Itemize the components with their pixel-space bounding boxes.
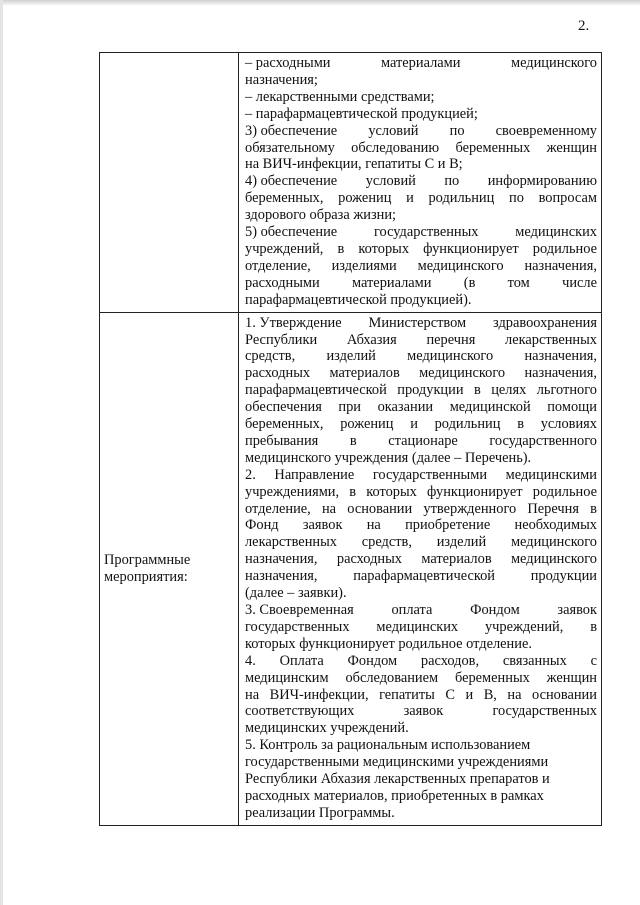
word: государственными — [372, 466, 488, 483]
word: медицинским — [245, 669, 329, 686]
table-row-provisions — [100, 53, 602, 313]
word: в — [590, 618, 597, 635]
text-line — [245, 55, 597, 72]
text-line — [245, 703, 597, 720]
word: Абхазия — [346, 331, 397, 348]
text-line — [245, 258, 597, 275]
word: Республики — [245, 331, 318, 348]
text-line: государственными медицинскими учреждениями — [245, 754, 549, 771]
text-line: парафармацевтической продукцией). — [245, 291, 472, 308]
word: государственных — [373, 224, 479, 241]
word: на — [507, 686, 522, 703]
word: и — [410, 416, 418, 433]
word: изделий — [436, 534, 487, 551]
word: перечня — [426, 331, 476, 348]
word: – расходными — [245, 55, 331, 71]
word: беременных — [455, 139, 531, 156]
word: материалов — [421, 551, 492, 568]
text-line — [245, 501, 597, 518]
word: женщин — [546, 669, 597, 686]
text-line — [245, 433, 597, 450]
word: (в — [463, 274, 476, 291]
word: по — [509, 190, 524, 207]
word: в — [349, 432, 357, 449]
text-line — [245, 551, 597, 568]
word: в — [349, 483, 357, 500]
program-activities-label — [104, 552, 238, 586]
text-line — [245, 484, 597, 501]
word: обязательному — [245, 139, 335, 156]
text-line — [245, 416, 597, 433]
word: Министерством — [368, 314, 467, 331]
word: медицинскими — [505, 466, 597, 483]
text-line — [245, 534, 597, 551]
word: связанных — [502, 652, 567, 669]
word: функционирует — [423, 240, 519, 257]
word: назначения, — [524, 348, 597, 365]
word: Оплата — [279, 652, 324, 669]
word: лекарственных — [505, 331, 597, 348]
page-number: 2. — [578, 18, 590, 34]
word: медицинской — [449, 399, 531, 416]
word: необходимых — [514, 517, 597, 534]
word: беременных, — [245, 416, 324, 433]
word: заявок — [302, 517, 343, 534]
word: целях — [491, 382, 527, 399]
text-line: (далее – заявки). — [245, 585, 347, 602]
word: 3. Своевременная — [245, 602, 354, 618]
word: С — [445, 686, 455, 703]
word: условий — [365, 173, 416, 190]
word: оказании — [377, 399, 434, 416]
text-line — [245, 653, 597, 670]
program-activities-text — [245, 315, 597, 822]
word: заявок — [557, 602, 597, 618]
word: вопросам — [538, 190, 597, 207]
word: стационаре — [388, 432, 458, 449]
word: В, — [483, 686, 497, 703]
text-line — [245, 140, 597, 157]
word: родильное — [532, 240, 597, 257]
word: женщин — [546, 139, 597, 156]
text-line — [245, 517, 597, 534]
word: Фонд — [245, 517, 279, 534]
program-table — [99, 52, 602, 826]
word: продукции — [530, 568, 597, 585]
word: учреждениями, — [245, 483, 340, 500]
word: своевременному — [495, 122, 597, 139]
word: льготного — [536, 382, 597, 399]
word: Фондом — [347, 652, 398, 669]
row1-content-cell — [239, 53, 602, 313]
word: родильниц — [434, 416, 501, 433]
word: в — [337, 240, 345, 257]
word: обследованием — [345, 669, 439, 686]
word: на — [366, 517, 381, 534]
text-line: назначения; — [245, 71, 318, 88]
word: 4) обеспечение — [245, 173, 338, 190]
word: 4. — [245, 652, 256, 669]
word: Перечня — [527, 500, 579, 517]
table-row-program-activities — [100, 312, 602, 825]
word: приобретение — [405, 517, 491, 534]
word: материалов — [329, 365, 400, 382]
word: числе — [562, 274, 597, 291]
text-line — [245, 241, 597, 258]
word: 5) обеспечение — [245, 224, 338, 241]
row2-label-cell — [100, 312, 239, 825]
word: рожениц — [340, 416, 394, 433]
text-line: которых функционирует родильное отделение. — [245, 635, 532, 652]
word: беременных — [454, 669, 530, 686]
word: государственных — [492, 703, 597, 720]
row1-text — [245, 55, 597, 309]
word: на — [245, 686, 260, 703]
word: медицинского — [419, 365, 506, 382]
word: условий — [368, 122, 419, 139]
text-line — [245, 602, 597, 619]
word: и — [465, 686, 474, 703]
word: Направление — [274, 466, 355, 483]
word: медицинского — [407, 348, 494, 365]
word: которых — [358, 240, 410, 257]
word: в — [590, 500, 597, 517]
word: рожениц — [338, 190, 392, 207]
text-line — [245, 467, 597, 484]
scan-edge-top — [0, 0, 640, 6]
text-line — [245, 619, 597, 636]
text-line — [245, 332, 597, 349]
word: расходных — [245, 365, 311, 382]
text-line — [245, 315, 597, 332]
word: учреждений, — [484, 618, 564, 635]
text-line — [245, 190, 597, 207]
word: Фондом — [470, 602, 520, 618]
word: государственных — [245, 618, 350, 635]
label-line: мероприятия: — [104, 568, 188, 585]
word: расходных — [336, 551, 402, 568]
word: медицинского — [510, 551, 597, 568]
word: 3) обеспечение — [245, 122, 338, 139]
text-line: реализации Программы. — [245, 804, 395, 821]
word: медицинских — [515, 224, 597, 241]
text-line — [245, 399, 597, 416]
row2-content-cell — [239, 312, 602, 825]
word: при — [338, 399, 362, 416]
word: и — [406, 190, 414, 207]
word: основании — [532, 686, 597, 703]
text-line — [245, 123, 597, 140]
word: на — [321, 500, 337, 517]
word: беременных, — [245, 190, 324, 207]
word: соответствующих — [245, 703, 355, 720]
word: продукции — [397, 382, 464, 399]
word: условиях — [540, 416, 597, 433]
text-line: – лекарственными средствами; — [245, 88, 435, 105]
word: лекарственных — [245, 534, 337, 551]
text-line — [245, 348, 597, 365]
text-line: здорового образа жизни; — [245, 207, 397, 224]
word: расходов, — [420, 652, 480, 669]
word: обследованию — [351, 139, 440, 156]
word: родильное — [532, 483, 597, 500]
text-line — [245, 224, 597, 241]
text-line — [245, 275, 597, 292]
word: в — [517, 416, 524, 433]
word: медицинского — [510, 55, 597, 71]
text-line — [245, 670, 597, 687]
word: с — [590, 652, 597, 669]
text-line: – парафармацевтической продукцией; — [245, 105, 478, 122]
text-line: Республики Абхазия лекарственных препаратов и — [245, 771, 550, 788]
word: назначения, — [245, 568, 318, 585]
text-line: на ВИЧ-инфекции, гепатиты С и В; — [245, 156, 463, 173]
word: пребывания — [245, 432, 319, 449]
word: учреждений, — [245, 240, 324, 257]
word: заявок — [403, 703, 444, 720]
word: здравоохранения — [493, 314, 597, 331]
word: парафармацевтической — [245, 382, 387, 399]
text-line — [245, 568, 597, 585]
text-line: расходных материалов, приобретенных в рамках — [245, 787, 544, 804]
word: средств, — [245, 348, 296, 365]
word: медицинского — [510, 534, 597, 551]
word: помощи — [547, 399, 597, 416]
text-line — [245, 382, 597, 399]
text-line — [245, 687, 597, 704]
text-line — [245, 365, 597, 382]
word: функционирует — [427, 483, 523, 500]
word: изделий — [326, 348, 376, 365]
word: парафармацевтической — [353, 568, 496, 585]
word: 1. Утверждение — [245, 314, 342, 331]
word: материалами — [380, 55, 461, 71]
word: которых — [366, 483, 417, 500]
word: ВИЧ-инфекции, — [269, 686, 369, 703]
word: оплата — [391, 602, 433, 618]
word: утвержденного — [423, 500, 517, 517]
word: отделение, — [245, 500, 311, 517]
word: в — [473, 382, 481, 399]
label-line: Программные — [104, 551, 191, 568]
row1-label-cell — [100, 53, 239, 313]
word: 2. — [245, 466, 256, 483]
word: средств, — [361, 534, 412, 551]
word: по — [444, 173, 460, 190]
word: отделение, — [245, 257, 311, 274]
word: материалами — [352, 274, 432, 291]
word: расходными — [245, 274, 320, 291]
scan-edge-left — [0, 0, 3, 905]
text-line: 5. Контроль за рациональным использованием — [245, 737, 531, 754]
word: том — [507, 274, 530, 291]
word: назначения, — [524, 365, 597, 382]
word: родильниц — [428, 190, 495, 207]
word: государственного — [489, 432, 597, 449]
word: обеспечения — [245, 399, 322, 416]
text-line: медицинских учреждений. — [245, 720, 409, 737]
text-line — [245, 173, 597, 190]
word: информированию — [487, 173, 597, 190]
word: основании — [347, 500, 413, 517]
word: медицинского — [417, 257, 504, 274]
word: медицинских — [376, 618, 459, 635]
word: по — [449, 122, 465, 139]
word: назначения, — [524, 257, 597, 274]
word: гепатиты — [379, 686, 435, 703]
word: изделиями — [331, 257, 397, 274]
text-line: медицинского учреждения (далее – Перечень). — [245, 449, 532, 466]
word: назначения, — [245, 551, 318, 568]
